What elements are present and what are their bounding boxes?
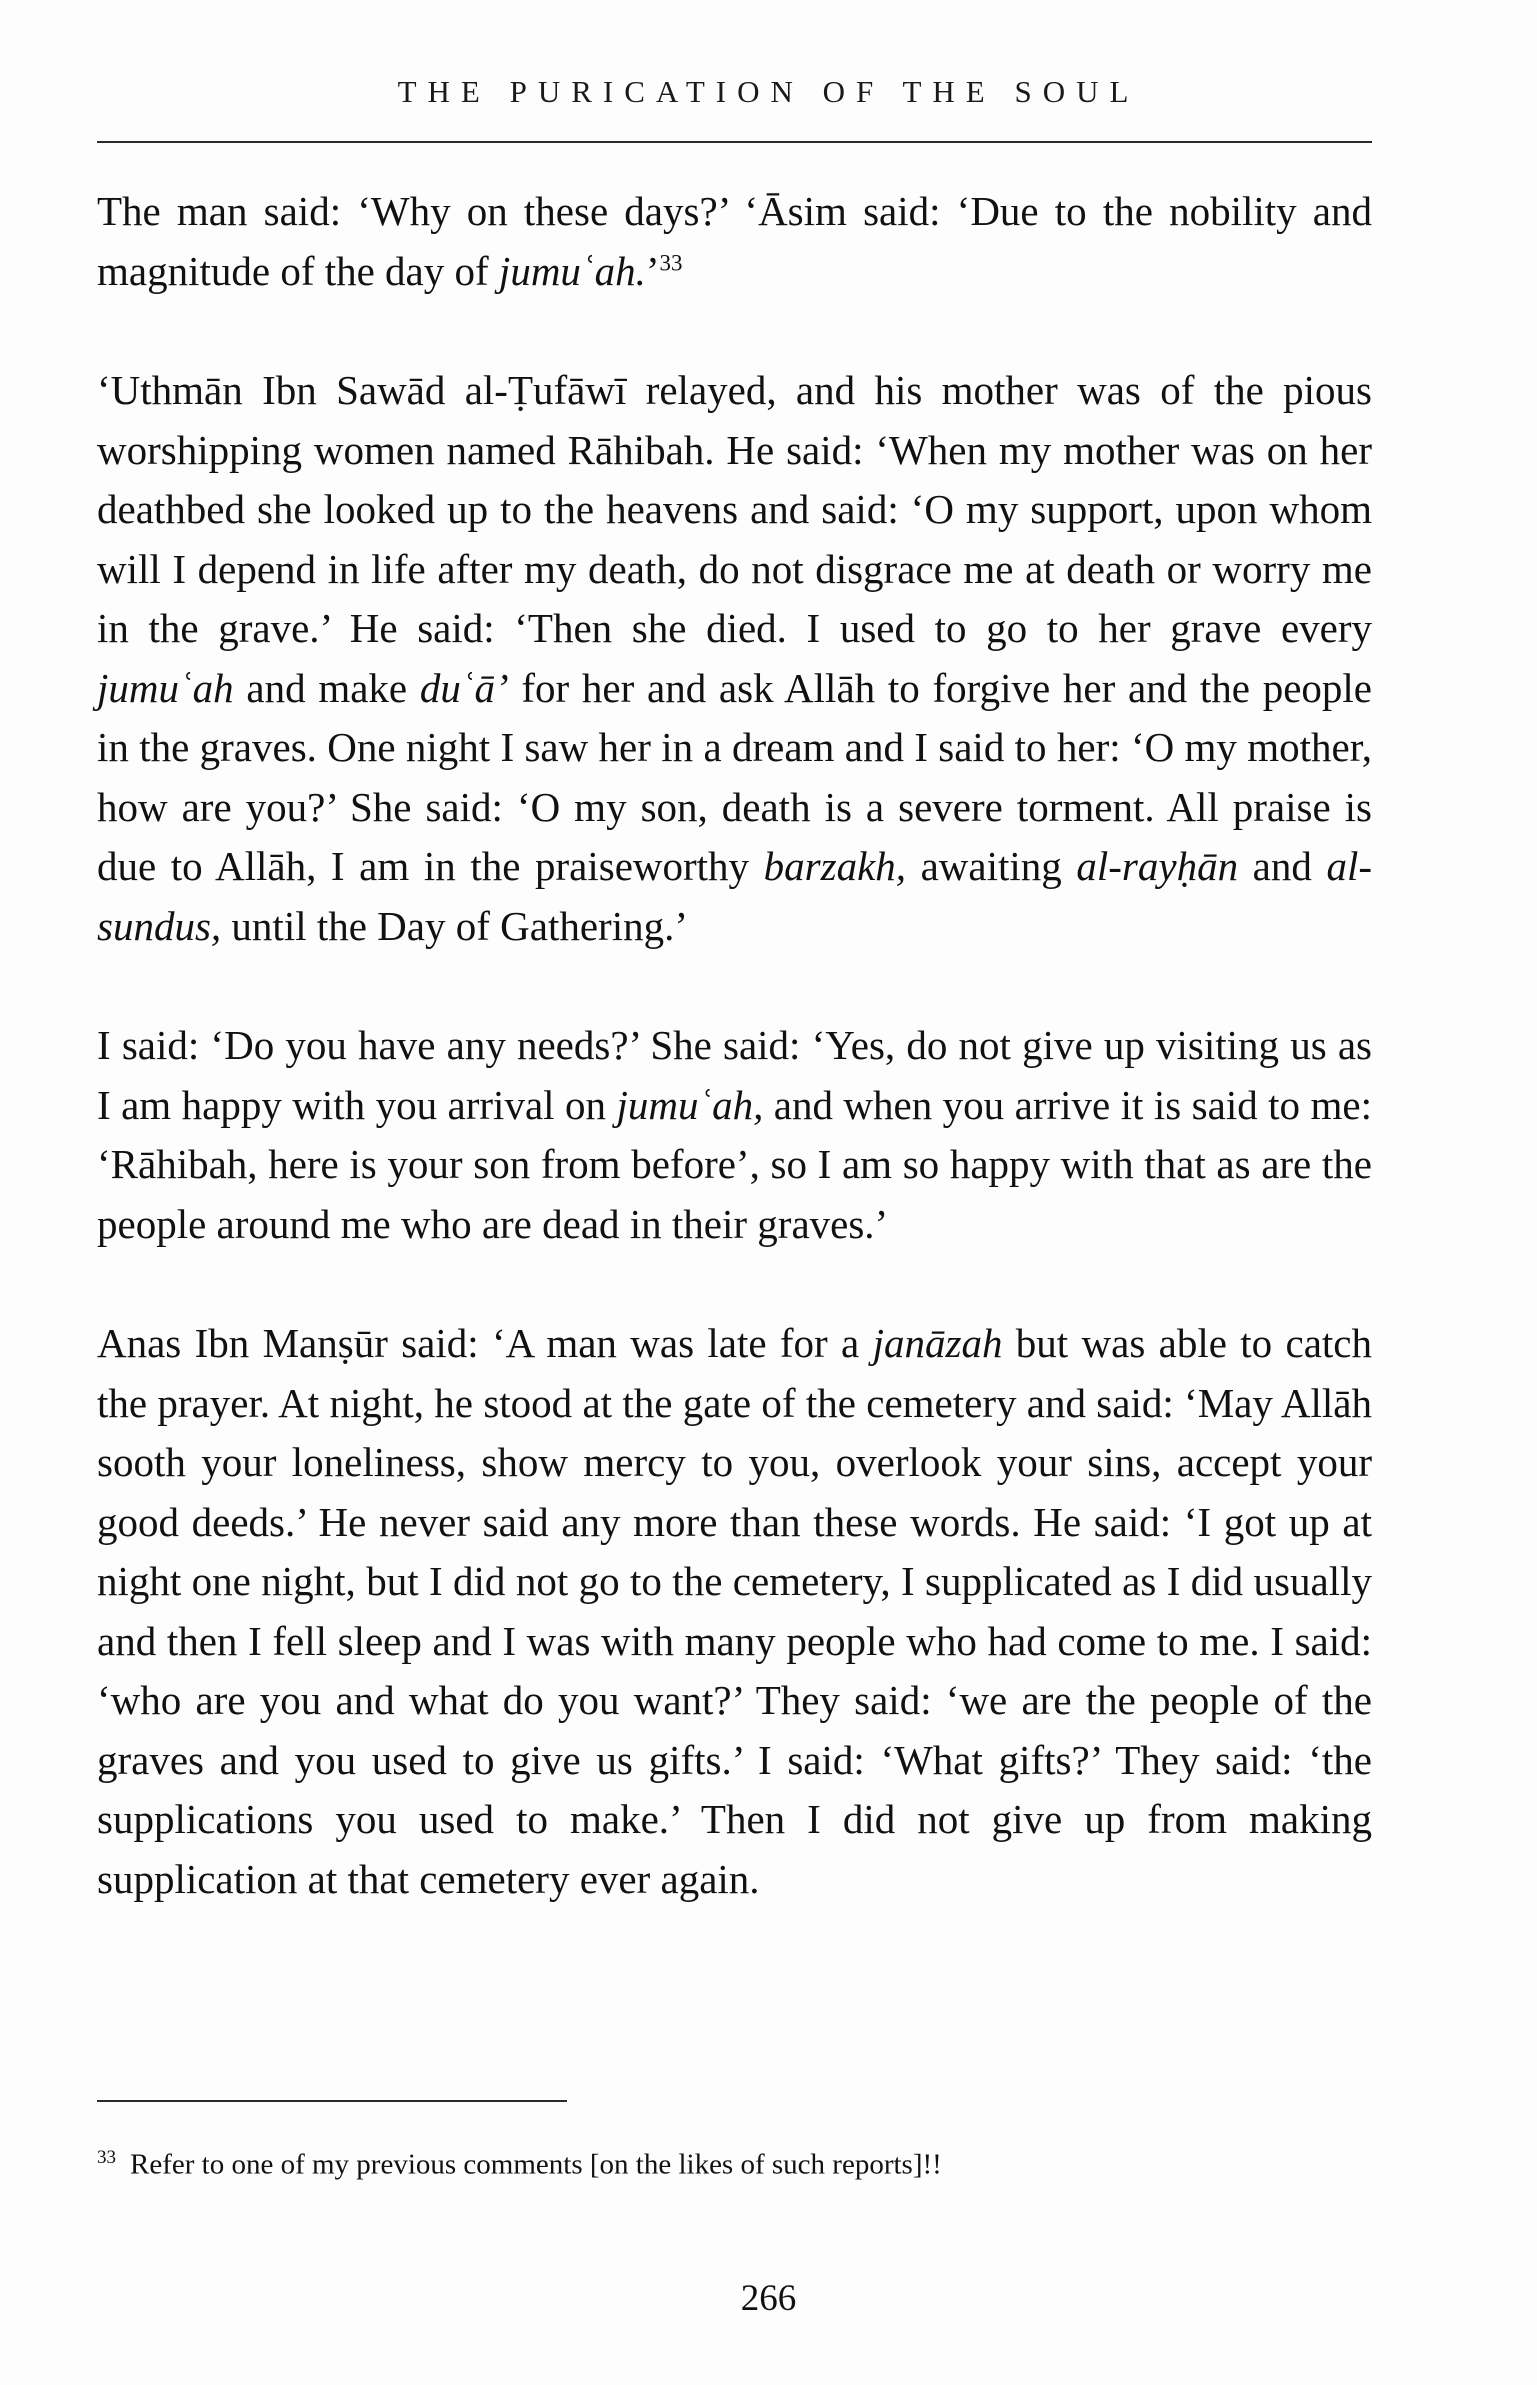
paragraph-2: ‘Uthmān Ibn Sawād al-Ṭufāwī relayed, and his mother was of the pious worshipping women named Rāhibah. He said: ‘When my mother was on her deathbed she looked up to the heavens and said: ‘O my support, upon whom will I depend in life after my death, do not disgrace me at death or worry me in the grave.’ He said: ‘Then she died. I used to go to her grave every jumuʿah and make duʿā’ for her and ask Allāh to forgive her and the people in the graves. One night I saw her in a dream and I said to her: ‘O my mother, how are you?’ She said: ‘O my son, death is a severe torment. All praise is due to Allāh, I am in the praiseworthy barzakh, awaiting al-rayḥān and al-sundus, until the Day of Gathering.’ bbox=[97, 367, 1373, 949]
italic-term: jumuʿah, bbox=[616, 1081, 764, 1128]
italic-term: janāzah bbox=[872, 1320, 1003, 1366]
italic-term: duʿā’ bbox=[419, 664, 509, 711]
italic-term: barzakh, bbox=[763, 843, 907, 889]
page-number: 266 bbox=[740, 2278, 797, 2319]
italic-term: al-sundus, bbox=[97, 843, 1372, 949]
footnote-number: 33 bbox=[97, 2147, 116, 2168]
italic-term: al-rayḥān bbox=[1076, 843, 1239, 889]
footnote bbox=[97, 2138, 1372, 2185]
header-rule bbox=[97, 141, 1372, 143]
italic-term: jumuʿah. bbox=[498, 247, 646, 294]
running-head-title: THE PURICATION OF THE SOUL bbox=[397, 74, 1140, 109]
paragraph-4: Anas Ibn Manṣūr said: ‘A man was late for a janāzah but was able to catch the prayer. At night, he stood at the gate of the cemetery and said: ‘May Allāh sooth your loneliness, show mercy to you, overlook your sins, accept your good deeds.’ He never said any more than these words. He said: ‘I got up at night one night, but I did not go to the cemetery, I supplicated as I did usually and then I fell sleep and I was with many people who had come to me. I said: ‘who are you and what do you want?’ They said: ‘we are the people of the graves and you used to give us gifts.’ I said: ‘What gifts?’ They said: ‘the supplications you used to make.’ Then I did not give up from making supplication at that cemetery ever again. bbox=[97, 1320, 1372, 1902]
italic-term: jumuʿah bbox=[97, 664, 234, 711]
footnote-rule bbox=[97, 2100, 567, 2102]
footnote-text: Refer to one of my previous comments [on the likes of such reports]!! bbox=[130, 2148, 942, 2181]
paragraph-1: The man said: ‘Why on these days?’ ‘Āsim said: ‘Due to the nobility and magnitude of the day of jumuʿah.’$^{33}$ bbox=[97, 188, 1372, 294]
paragraph-3: I said: ‘Do you have any needs?’ She said: ‘Yes, do not give up visiting us as I am happy with you arrival on jumuʿah, and when you arrive it is said to me: ‘Rāhibah, here is your son from before’, so I am so happy with that as are the people around me who are dead in their graves.’ bbox=[97, 1022, 1372, 1247]
body-text bbox=[97, 182, 1372, 1909]
footnote-reference[interactable]: 33 bbox=[659, 249, 683, 275]
